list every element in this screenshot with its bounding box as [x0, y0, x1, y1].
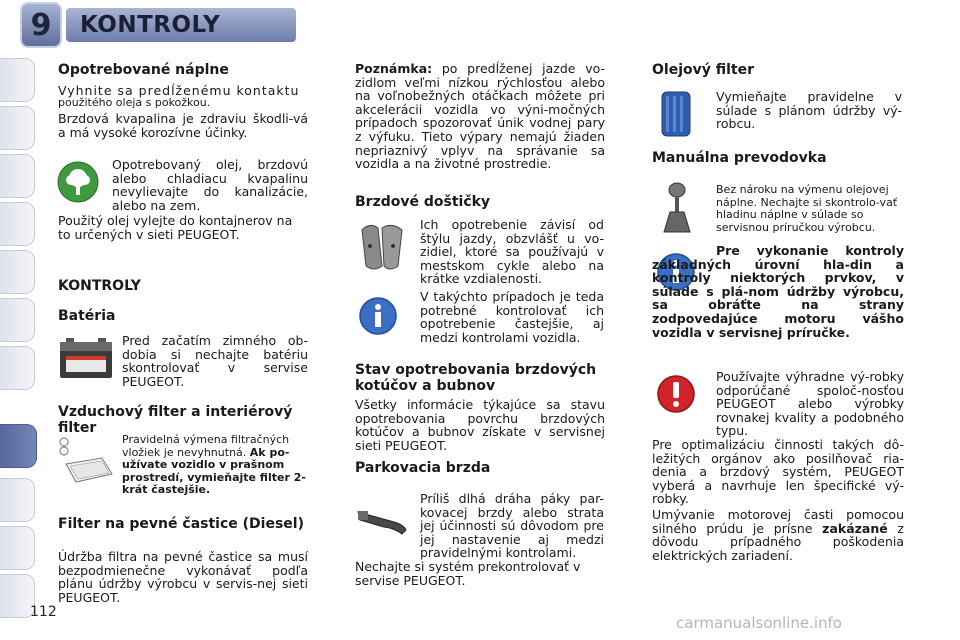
disc-wear-text: Všetky informácie týkajúce sa stavu opotrebovania povrchu brzdových kotúčov a bubnov získate v servisnej sieti PEUGEOT.	[355, 397, 605, 453]
note-paragraph	[355, 62, 605, 171]
chapter-tab[interactable]	[0, 202, 35, 246]
battery-icon	[58, 336, 114, 380]
gear-stick-icon	[656, 182, 698, 236]
warning-text: Používajte výhradne vý-robky odporúčané spoloč-nosťou PEUGEOT alebo výrobky rovnakej kvality a podobného typu.	[716, 369, 904, 439]
oil-filter-text: Vymieňajte pravidelne v súlade s plánom údržby vý-robcu.	[716, 89, 902, 132]
chapter-title-bar	[66, 8, 296, 42]
page-number: 112	[30, 604, 57, 620]
parking-brake-lever-icon	[354, 500, 412, 540]
used-fluids-text-1b: použitého oleja s pokožkou.	[58, 96, 211, 109]
watermark: carmanualsonline.info	[676, 614, 842, 632]
chapter-title: KONTROLY	[80, 12, 221, 38]
info-icon	[358, 296, 398, 336]
parking-brake-text-2: Nechajte si systém prekontrolovať v servise PEUGEOT.	[355, 559, 581, 588]
battery-text: Pred začatím zimného ob-dobia si nechajte batériu skontrolovať v servise PEUGEOT.	[122, 333, 308, 389]
particle-filter-text: Údržba filtra na pevné častice sa musí bezpodmienečne vykonávať podľa plánu údržby výrobcu v servis-nej sieti PEUGEOT.	[58, 549, 308, 605]
chapter-tab[interactable]	[0, 298, 35, 342]
manual-gearbox-heading: Manuálna prevodovka	[652, 150, 827, 166]
note-label: Poznámka:	[355, 61, 433, 76]
air-filter-icon	[58, 436, 114, 492]
air-filter-text	[122, 434, 308, 497]
chapter-number: 9	[22, 4, 60, 46]
brake-pads-text: Ich opotrebenie závisí od štýlu jazdy, obzvlášť u vo-zidiel, ktoré sa používajú v mestskom cykle alebo na krátke vzdialenosti.	[420, 217, 604, 287]
air-filter-text-normal: Pravidelná výmena filtračných vložiek je nevyhnutná.	[122, 433, 290, 459]
brake-pads-info: V takýchto prípadoch je teda potrebné kontrolovať ich opotrebenie častejšie, aj medzi kontrolami vozidla.	[420, 289, 604, 345]
checks-heading: KONTROLY	[58, 278, 141, 294]
used-fluids-text-2: Brzdová kvapalina je zdraviu škodli-vá a má vysoké korozívne účinky.	[58, 111, 308, 140]
parking-brake-heading: Parkovacia brzda	[355, 460, 491, 476]
warning-icon	[656, 374, 696, 414]
particle-filter-heading: Filter na pevné častice (Diesel)	[58, 516, 304, 532]
chapter-tab[interactable]	[0, 526, 35, 570]
chapter-tab[interactable]	[0, 346, 35, 390]
chapter-tab[interactable]	[0, 58, 35, 102]
oil-filter-icon	[658, 90, 694, 138]
brake-pads-heading: Brzdové doštičky	[355, 194, 491, 210]
optimize-text: Pre optimalizáciu činnosti takých dô-ležitých orgánov ako posilňovač ria-denia a brzdový systém, PEUGEOT vyberá a navrhuje len špecifické vý-robky.	[652, 437, 904, 507]
chapter-tab-active[interactable]	[0, 424, 37, 468]
engine-wash-text	[652, 508, 904, 562]
disc-wear-heading: Stav opotrebovania brzdových kotúčov a bubnov	[355, 362, 597, 394]
parking-brake-text: Príliš dlhá dráha páky par-kovacej brzdy alebo strata jej účinnosti sú dôvodom pre jej nastavenie aj medzi pravidelnými kontrolami.	[420, 491, 604, 561]
engine-wash-text-b: z dôvodu prípadného poškodenia elektrických zariadení.	[652, 520, 904, 563]
chapter-tab[interactable]	[0, 250, 35, 294]
manual-gearbox-text: Bez nároku na výmenu olejovej náplne. Nechajte si skontrolo-vať hladinu náplne v súlade so servisnou príručkou výrobcu.	[716, 183, 898, 234]
used-fluids-heading: Opotrebované náplne	[58, 62, 229, 78]
chapter-tabs	[0, 58, 40, 628]
engine-wash-text-a: Umývanie motorovej časti pomocou silného prúdu je prísne	[652, 507, 904, 536]
battery-heading: Batéria	[58, 308, 116, 324]
eco-note: Opotrebovaný olej, brzdovú alebo chladiacu kvapalinu nevylievajte do kanalizácie, alebo na zem.	[112, 157, 308, 213]
chapter-tab[interactable]	[0, 478, 35, 522]
oil-filter-heading: Olejový filter	[652, 62, 755, 78]
tree-icon	[56, 160, 100, 204]
air-filter-text-bold: Ak po-užívate vozidlo v prašnom prostredí, vymieňajte filter 2-krát častejšie.	[122, 445, 306, 497]
chapter-tab[interactable]	[0, 106, 35, 150]
disposal-text: Použitý olej vylejte do kontajnerov na to určených v sieti PEUGEOT.	[58, 213, 293, 242]
brake-pads-icon	[356, 220, 408, 274]
engine-wash-text-bold: zakázané	[822, 520, 888, 536]
chapter-tab[interactable]	[0, 154, 35, 198]
air-filter-heading: Vzduchový filter a interiérový filter	[58, 404, 293, 436]
note-text: po predĺženej jazde vo-zidlom veľmi nízkou rýchlosťou alebo na voľnobežných otáčkach môžete pri akcelerácii vozidla vo výni-močných prípadoch spozorovať únik vodnej pary z výfuku. Tieto výpary nemajú žiaden nepriaznivý vplyv na správanie sa vozidla a na životné prostredie.	[355, 61, 605, 172]
service-manual-note: Pre vykonanie kontroly základných úrovní hla-din a kontroly niektorých prvkov, v súlade s plá-nom údržby výrobcu, sa obráťte na strany zodpovedajúce motoru vášho vozidla v servisnej príručke.	[652, 243, 904, 340]
used-fluids-text-1a: Vyhnite sa predĺženému kontaktu	[58, 83, 300, 98]
